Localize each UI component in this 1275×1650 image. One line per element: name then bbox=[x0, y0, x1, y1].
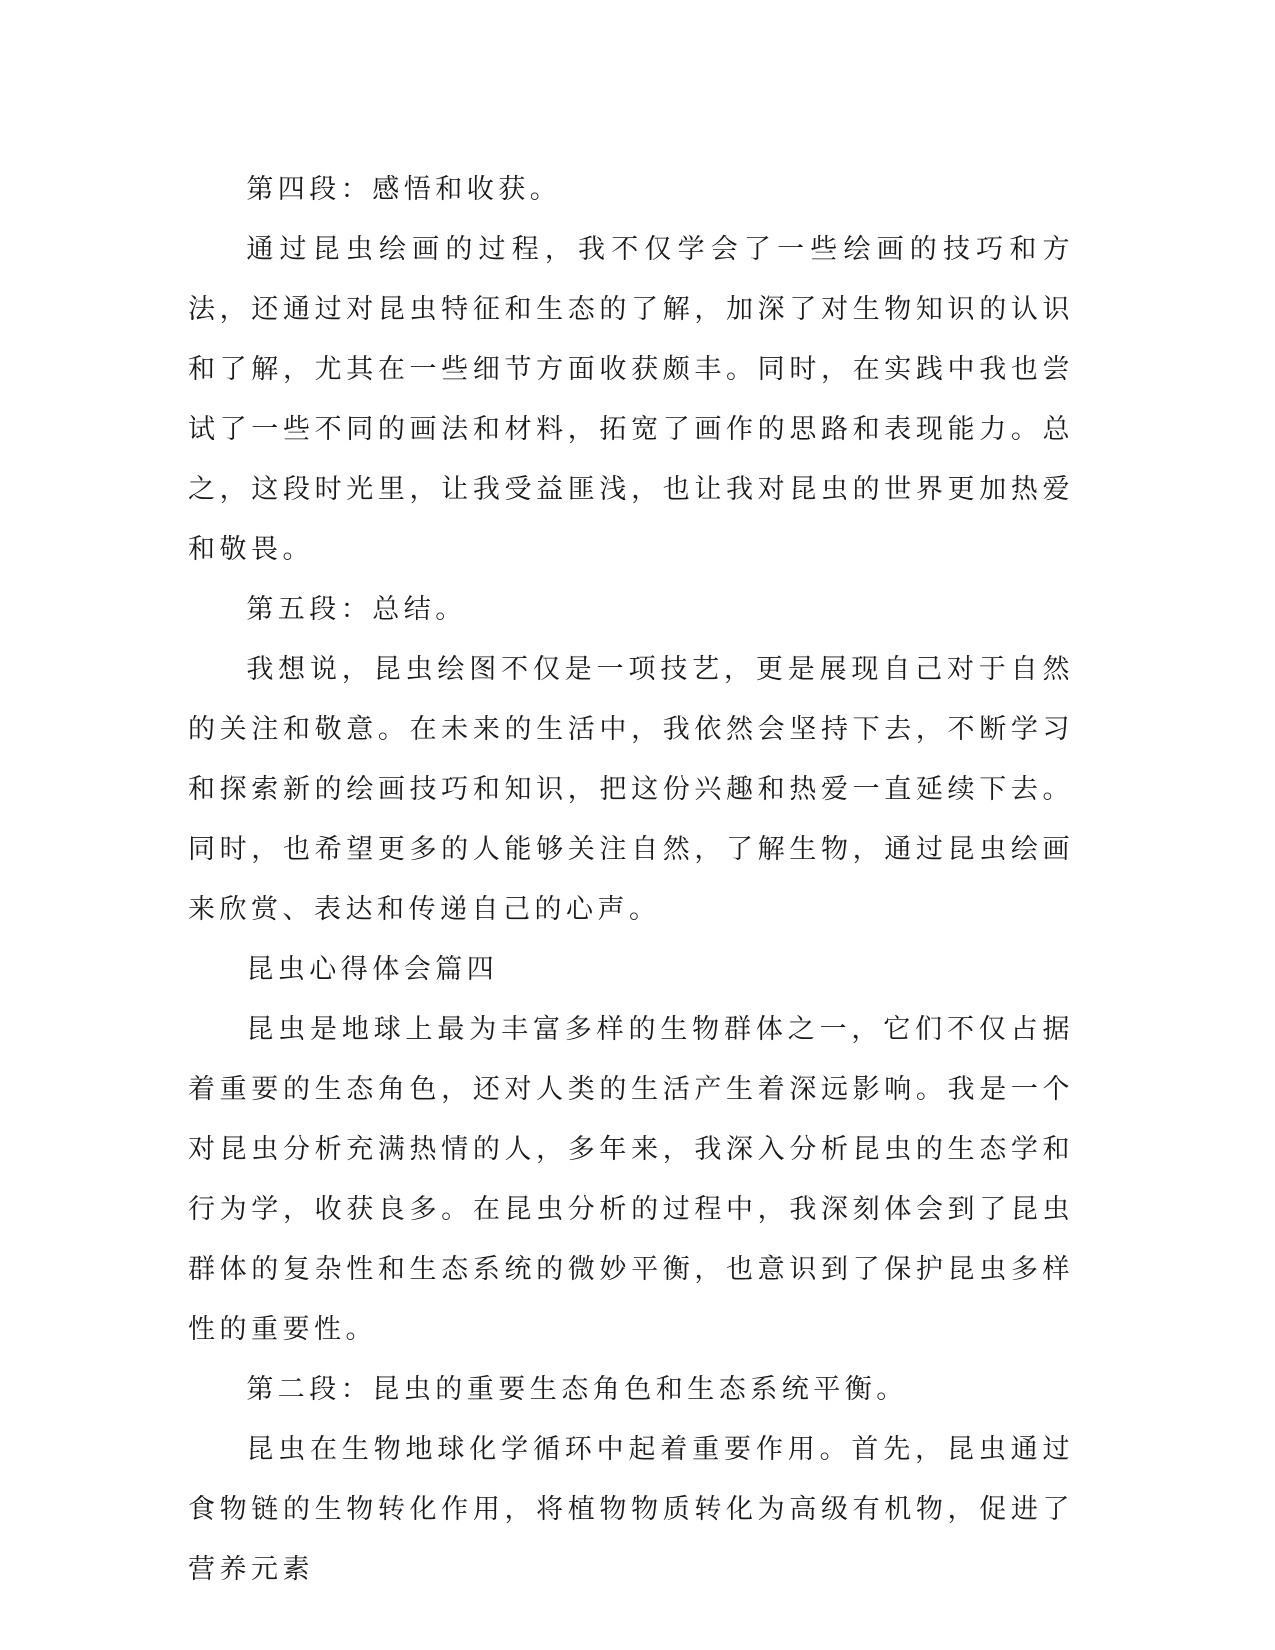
paragraph-insight: 通过昆虫绘画的过程，我不仅学会了一些绘画的技巧和方法，还通过对昆虫特征和生态的了解，加深了对生物知识的认识和了解，尤其在一些细节方面收获颇丰。同时，在实践中我也尝试了一些不同的画法和材料，拓宽了画作的思路和表现能力。总之，这段时光里，让我受益匪浅，也让我对昆虫的世界更加热爱和敬畏。 bbox=[188, 234, 1074, 565]
document-body bbox=[188, 160, 1074, 1600]
section-heading-2: 第二段：昆虫的重要生态角色和生态系统平衡。 bbox=[246, 1374, 908, 1405]
section-heading-5: 第五段：总结。 bbox=[246, 594, 467, 625]
paragraph-ecology: 昆虫在生物地球化学循环中起着重要作用。首先，昆虫通过食物链的生物转化作用，将植物物质转化为高级有机物，促进了营养元素 bbox=[188, 1434, 1074, 1585]
paragraph-intro: 昆虫是地球上最为丰富多样的生物群体之一，它们不仅占据着重要的生态角色，还对人类的生活产生着深远影响。我是一个对昆虫分析充满热情的人，多年来，我深入分析昆虫的生态学和行为学，收获良多。在昆虫分析的过程中，我深刻体会到了昆虫群体的复杂性和生态系统的微妙平衡，也意识到了保护昆虫多样性的重要性。 bbox=[188, 1014, 1074, 1345]
article-title: 昆虫心得体会篇四 bbox=[246, 954, 499, 985]
paragraph-summary: 我想说，昆虫绘图不仅是一项技艺，更是展现自己对于自然的关注和敬意。在未来的生活中，我依然会坚持下去，不断学习和探索新的绘画技巧和知识，把这份兴趣和热爱一直延续下去。同时，也希望更多的人能够关注自然，了解生物，通过昆虫绘画来欣赏、表达和传递自己的心声。 bbox=[188, 654, 1074, 925]
section-heading-4: 第四段：感悟和收获。 bbox=[246, 174, 562, 205]
